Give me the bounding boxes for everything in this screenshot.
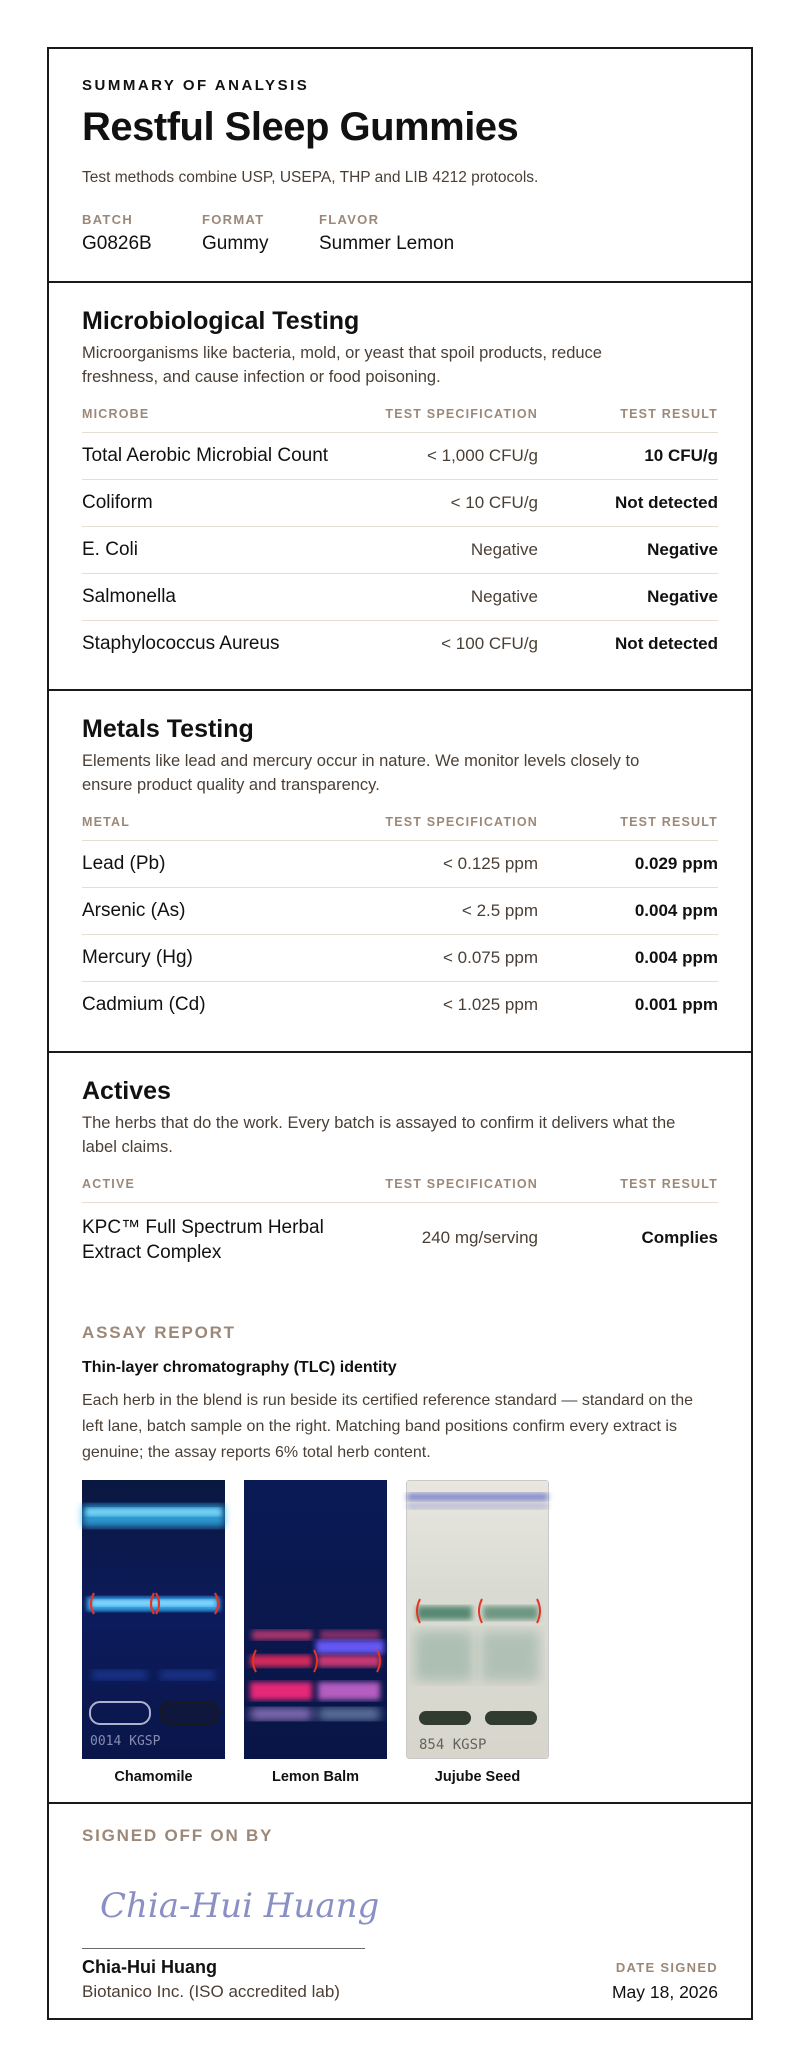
date-signed-label: DATE SIGNED <box>615 1960 718 1975</box>
microbe-name: Total Aerobic Microbial Count <box>82 445 329 466</box>
actives-col-result: TEST RESULT <box>620 1177 718 1191</box>
section-divider <box>49 281 751 283</box>
tlc-plate-image <box>244 1480 387 1759</box>
batch-value: G0826B <box>82 233 152 254</box>
plate-caption-jujube-seed: Jujube Seed <box>434 1769 521 1785</box>
test-specification: Negative <box>470 540 538 559</box>
analysis-card <box>47 47 753 2020</box>
signature-line <box>82 1948 365 1949</box>
microbe-name: Coliform <box>82 492 153 513</box>
tlc-plate-image <box>82 1480 225 1759</box>
metal-name: Lead (Pb) <box>82 853 166 874</box>
micro-col-microbe: MICROBE <box>82 407 150 421</box>
test-specification: < 1.025 ppm <box>443 995 538 1014</box>
test-specification: < 10 CFU/g <box>450 493 538 512</box>
section-divider <box>49 689 751 691</box>
format-label: FORMAT <box>202 212 265 227</box>
micro-col-result: TEST RESULT <box>620 407 718 421</box>
test-specification: < 0.125 ppm <box>443 854 538 873</box>
test-result: 10 CFU/g <box>644 446 718 465</box>
actives-col-spec: TEST SPECIFICATION <box>385 1177 538 1191</box>
assay-report-description: Each herb in the blend is run beside its certified reference standard — standard on the left lane, batch sample on the right. Matching band positions confirm every extract is genuine; the assay reports 6% total herb content. <box>82 1392 694 1461</box>
product-title: Restful Sleep Gummies <box>82 105 519 149</box>
micro-section-title: Microbiological Testing <box>82 307 360 335</box>
tlc-plate-jujube-seed <box>406 1480 549 1759</box>
microbe-name: Salmonella <box>82 586 176 607</box>
test-specification: < 100 CFU/g <box>441 634 538 653</box>
metals-section-title: Metals Testing <box>82 715 254 743</box>
micro-col-spec: TEST SPECIFICATION <box>385 407 538 421</box>
metals-col-metal: METAL <box>82 815 131 829</box>
svg-text:0014 KGSP: 0014 KGSP <box>90 1734 161 1749</box>
test-specification: 240 mg/serving <box>421 1228 538 1247</box>
handwritten-signature <box>82 1867 380 1937</box>
tlc-plate-chamomile <box>82 1480 225 1759</box>
test-result: 0.001 ppm <box>634 995 718 1014</box>
metal-name: Cadmium (Cd) <box>82 994 206 1015</box>
assay-report-kicker: ASSAY REPORT <box>82 1323 236 1342</box>
microbe-name: E. Coli <box>82 539 138 560</box>
test-result: Not detected <box>615 634 718 653</box>
actives-col-active: ACTIVE <box>82 1177 136 1191</box>
test-specification: < 1,000 CFU/g <box>426 446 538 465</box>
format-value: Gummy <box>202 233 269 254</box>
date-signed-value: May 18, 2026 <box>611 1982 718 2002</box>
test-result: Complies <box>641 1228 718 1247</box>
metal-name: Mercury (Hg) <box>82 947 193 968</box>
svg-text:854 KGSP: 854 KGSP <box>419 1737 487 1753</box>
test-specification: Negative <box>470 587 538 606</box>
tlc-plate-lemon-balm <box>244 1480 387 1759</box>
test-result: 0.004 ppm <box>634 948 718 967</box>
signer-organization: Biotanico Inc. (ISO accredited lab) <box>82 1982 340 2001</box>
test-specification: < 0.075 ppm <box>443 948 538 967</box>
test-specification: < 2.5 ppm <box>461 901 538 920</box>
section-divider <box>49 1051 751 1053</box>
table-row <box>82 573 718 621</box>
table-row <box>82 934 718 982</box>
plate-caption-chamomile: Chamomile <box>114 1769 193 1785</box>
metals-col-spec: TEST SPECIFICATION <box>385 815 538 829</box>
test-result: Negative <box>647 587 718 606</box>
tlc-plate-image <box>407 1481 548 1758</box>
micro-section-description: Microorganisms like bacteria, mold, or yeast that spoil products, reduce freshness, and cause infection or food poisoning. <box>82 344 602 386</box>
methods-subtitle: Test methods combine USP, USEPA, THP and LIB 4212 protocols. <box>82 169 539 186</box>
metals-section-description: Elements like lead and mercury occur in nature. We monitor levels closely to ensure product quality and transparency. <box>82 752 640 794</box>
actives-section-title: Actives <box>82 1077 171 1105</box>
table-row <box>82 479 718 527</box>
active-name-line-1: KPC™ Full Spectrum Herbal <box>82 1217 324 1238</box>
plate-caption-lemon-balm: Lemon Balm <box>271 1769 359 1785</box>
table-row <box>82 432 718 480</box>
section-divider <box>49 1802 751 1804</box>
metals-col-result: TEST RESULT <box>620 815 718 829</box>
table-row <box>82 887 718 935</box>
table-row <box>82 840 718 888</box>
assay-report-subtitle: Thin-layer chromatography (TLC) identity <box>82 1359 397 1376</box>
summary-kicker: SUMMARY OF ANALYSIS <box>82 77 310 94</box>
table-row <box>82 620 718 668</box>
flavor-value: Summer Lemon <box>319 233 455 254</box>
table-row <box>82 981 718 1029</box>
test-result: Not detected <box>615 493 718 512</box>
batch-label: BATCH <box>82 212 134 227</box>
signoff-kicker: SIGNED OFF ON BY <box>82 1826 274 1845</box>
flavor-label: FLAVOR <box>319 212 380 227</box>
test-result: 0.029 ppm <box>634 854 718 873</box>
active-name <box>82 1215 324 1265</box>
test-result: Negative <box>647 540 718 559</box>
metal-name: Arsenic (As) <box>82 900 186 921</box>
table-row <box>82 526 718 574</box>
table-row <box>82 1202 718 1273</box>
signature-text: Chia-Hui Huang <box>100 1886 380 1926</box>
actives-section-description: The herbs that do the work. Every batch is assayed to confirm it delivers what the label claims. <box>82 1114 676 1156</box>
test-result: 0.004 ppm <box>634 901 718 920</box>
active-name-line-2: Extract Complex <box>82 1242 222 1263</box>
microbe-name: Staphylococcus Aureus <box>82 633 280 654</box>
signer-name: Chia-Hui Huang <box>82 1957 217 1977</box>
